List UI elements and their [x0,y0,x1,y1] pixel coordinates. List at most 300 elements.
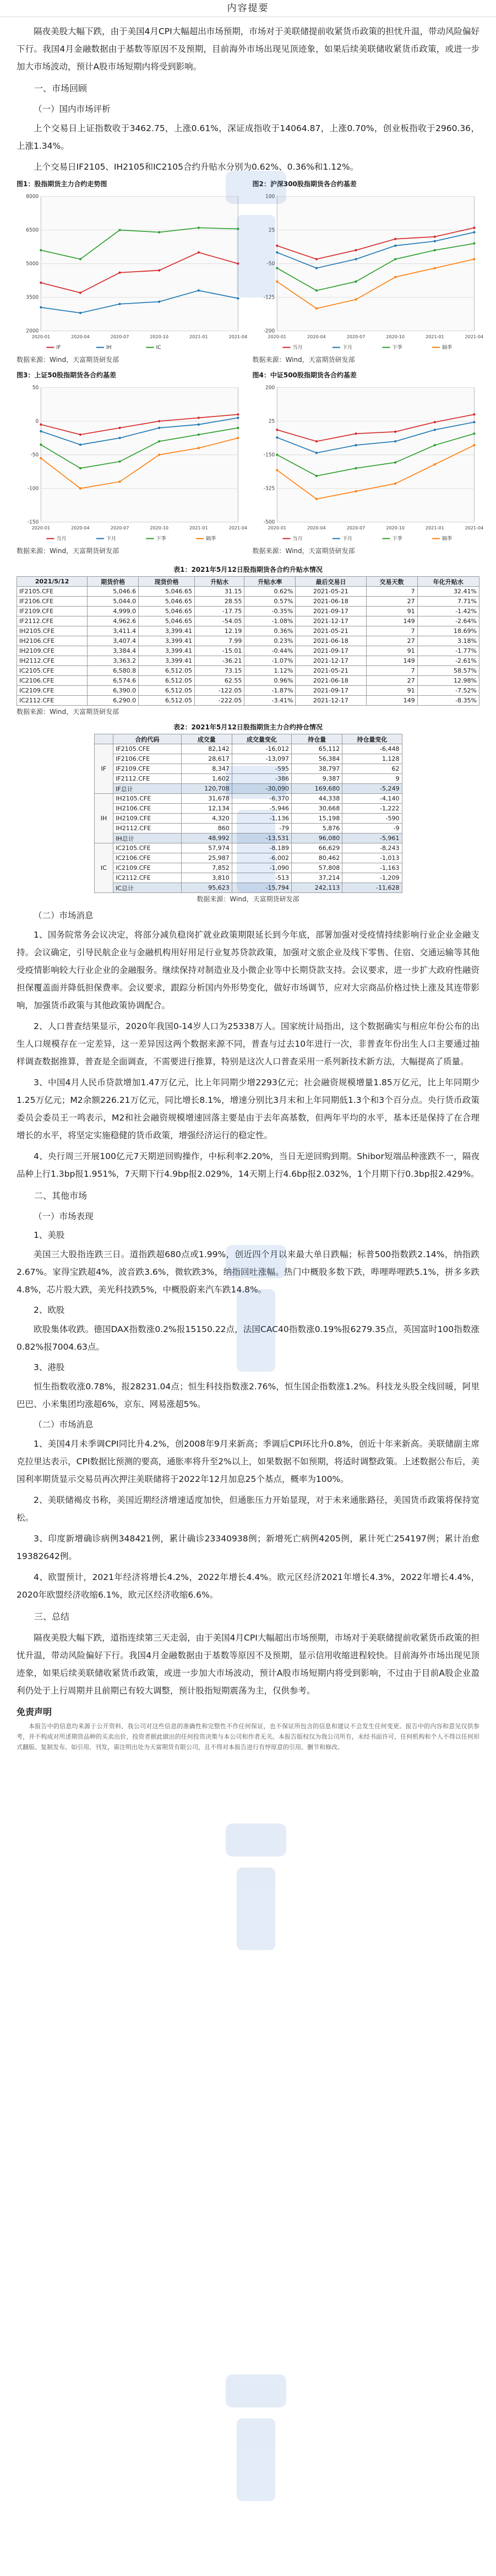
disclaimer-title: 免责声明 [17,1707,52,1717]
group-label-cell: IC [94,843,113,893]
table-cell: -30,090 [232,784,291,794]
table-cell: 2021-05-21 [296,666,366,676]
chart-1 [17,188,248,354]
basis-table [17,576,479,706]
legend-label: IF [56,344,61,351]
table-cell: -11,628 [342,883,402,893]
chart-3 [17,380,248,545]
table-cell: 149 [366,656,417,666]
table-row [94,834,402,843]
table-row [17,666,479,676]
table-cell: 7,852 [181,863,232,873]
data-point [433,421,435,423]
table-cell: 3,363.2 [88,656,139,666]
table-cell: 57,974 [181,843,232,853]
table-cell: -590 [342,814,402,824]
chart-2-svg [253,188,483,354]
table-header-cell: 2021/5/12 [17,577,88,587]
table-cell: -13,531 [232,834,291,843]
section-market-review-title: 一、市场回顾 [34,83,88,94]
y-tick-label: 100 [265,193,275,200]
table-row [94,853,402,863]
table-cell: 3,399.41 [139,656,195,666]
data-point [119,272,121,274]
table-cell: 2021-12-17 [296,616,366,626]
data-point [119,427,121,429]
data-point [79,443,81,446]
table-cell: -1,222 [342,804,402,814]
table-cell: 2021-12-17 [296,696,366,706]
table-cell: -513 [232,873,291,883]
table-cell: 8,347 [181,764,232,774]
chart-1-svg [17,188,248,354]
table-cell: -15.01 [195,646,244,656]
table-cell: -1.87% [244,686,296,696]
table-cell: -5,961 [342,834,402,843]
data-point [433,240,435,242]
table-row [94,774,402,784]
data-point [276,429,278,431]
x-tick-label: 2021-04 [228,333,248,340]
table-cell: 3,399.41 [139,646,195,656]
report-body [0,17,496,1700]
table-cell: IH2109.CFE [17,646,88,656]
table-cell: 27 [366,676,417,686]
table-cell: 7 [366,666,417,676]
table-cell: -5,249 [342,784,402,794]
table-cell: 27 [366,636,417,646]
disclaimer [0,1705,496,1752]
table-row [17,656,479,666]
data-point [473,258,475,260]
table-header-cell: 最后交易日 [296,577,366,587]
data-point [473,444,475,446]
table-cell: 37,214 [292,873,342,883]
table-row [94,873,402,883]
data-point [355,490,357,493]
x-tick-label: 2020-07 [346,333,365,340]
data-point [355,299,357,301]
data-point [198,447,200,449]
table-cell: 6,512.05 [139,676,195,686]
table-row [94,744,402,754]
table-cell: 1,602 [181,774,232,784]
data-point [158,427,160,429]
table-cell: -1.08% [244,616,296,626]
table-row [17,587,479,597]
table-cell: 5,046.65 [139,587,195,597]
data-point [315,498,317,500]
table-cell: -8.35% [417,696,479,706]
table-cell: -6,370 [232,794,291,804]
y-tick-label: -500 [263,519,275,526]
y-tick-label: 2000 [26,328,39,334]
table-cell: 3,384.4 [88,646,139,656]
eu-stocks-title: 2、欧股 [34,1305,65,1315]
data-point [79,291,81,294]
table-row [94,863,402,873]
data-point [394,431,396,433]
table-cell: 2021-06-18 [296,636,366,646]
data-point [40,282,42,284]
data-point [158,440,160,442]
table-cell: 38,797 [292,764,342,774]
table-cell: 31.15 [195,587,244,597]
table-cell: 57,808 [292,863,342,873]
table-cell: 3,407.4 [88,636,139,646]
table-row [17,696,479,706]
chart-2 [253,188,483,354]
table-cell: 3.18% [417,636,479,646]
data-point [40,306,42,309]
table-cell: 1,128 [342,754,402,764]
chart-4-title: 图4：中证500股指期货各合约基差 [252,371,357,379]
data-point [79,434,81,436]
x-tick-label: 2020-10 [385,524,405,531]
table-cell: 48,992 [181,834,232,843]
table-cell: IF2105.CFE [17,587,88,597]
table-cell: -54.05 [195,616,244,626]
table-cell: -4,140 [342,794,402,804]
watermark-logo [220,1818,292,1956]
table-cell: 242,113 [292,883,342,893]
table-row [17,646,479,656]
table-cell: -222.05 [195,696,244,706]
y-tick-label: 8000 [26,193,39,200]
table-row [94,824,402,834]
y-tick-label: 200 [265,385,275,391]
data-point [473,242,475,245]
table-cell: 28.55 [195,597,244,607]
data-point [355,432,357,435]
data-point [276,469,278,471]
x-tick-label: 2020-01 [31,524,51,531]
table-cell: 91 [366,686,417,696]
data-point [198,424,200,426]
data-point [79,258,81,260]
basis-table-body [17,587,479,706]
table-row [94,814,402,824]
table-cell: 0.96% [244,676,296,686]
legend-label: 下季 [392,535,402,542]
x-tick-label: 2021-04 [228,524,248,531]
table-cell: 96,080 [292,834,342,843]
table-cell: 6,512.05 [139,686,195,696]
table-cell: IH2106.CFE [17,636,88,646]
overseas-news-3: 3、印度新增确诊病例348421例，累计确诊23340938例；新增死亡病例4205例，累计死亡254197例；累计治愈19382642例。 [17,1534,479,1561]
table-row [94,754,402,764]
x-tick-label: 2021-04 [465,333,483,340]
table-header-cell: 成交量 [181,734,232,744]
data-point [473,231,475,234]
table-cell: IF2109.CFE [113,764,181,774]
table-header-cell: 升贴水率 [244,577,296,587]
table-cell: 860 [181,824,232,834]
table-cell: 2021-05-21 [296,626,366,636]
table-row [17,626,479,636]
table-cell: -1.42% [417,607,479,616]
table-cell: 91 [366,607,417,616]
y-tick-label: 5000 [26,261,39,267]
table-cell: IC2106.CFE [113,853,181,863]
data-point [473,421,475,423]
table-cell: 12,134 [181,804,232,814]
table-row [17,616,479,626]
table-cell: 6,290.0 [88,696,139,706]
table-header-cell: 持仓量 [292,734,342,744]
data-point [433,236,435,238]
data-point [394,276,396,278]
data-point [315,307,317,310]
basis-review-paragraph: 上个交易日IF2105、IH2105和IC2105合约升贴水分别为0.62%、0.36%和1.12%。 [34,162,359,172]
data-point [394,258,396,260]
table-cell: 2021-09-17 [296,646,366,656]
legend-label: 下月 [342,535,352,542]
x-tick-label: 2021-01 [425,333,444,340]
data-point [158,420,160,422]
table-cell: 12.19 [195,626,244,636]
x-tick-label: 2021-01 [425,524,444,531]
chart-4-cell [252,370,483,559]
chart-1-cell [17,179,248,368]
subsection-market-news-title: （二）市场消息 [34,911,94,921]
legend-label: 下季 [156,535,166,542]
table-cell: 4,999.0 [88,607,139,616]
data-point [355,249,357,251]
table-header-cell: 期货价格 [88,577,139,587]
table-cell: IH2112.CFE [113,824,181,834]
data-point [40,249,42,251]
table-cell: 25,987 [181,853,232,863]
x-tick-label: 2020-10 [385,333,405,340]
legend-label: 下季 [392,344,402,351]
table-cell: -9 [342,824,402,834]
table-cell: 62 [342,764,402,774]
x-tick-label: 2020-04 [307,333,326,340]
table-cell: 15,198 [292,814,342,824]
y-tick-label: -100 [27,485,39,492]
table-row [94,764,402,774]
table-cell: -1.07% [244,656,296,666]
table-cell: 9,387 [292,774,342,784]
chart-4 [253,380,483,545]
news-paragraph-2: 2、人口普查结果显示，2020年我国0-14岁人口为25338万人。国家统计局指出，这个数据确实与相应年份公布的出生人口规模存在一定差异，这一差异因这两个数据来源不同，普查与过去10年进行一次，非普查年份出生人口主要通过抽样调查数据推算，普查是全面调查，不需要进行推算，特别是这次人口普查采用一系列新技术新方法，大幅提高了质量。 [17,1021,479,1067]
data-point [394,245,396,247]
data-point [198,434,200,436]
table-cell: 149 [366,696,417,706]
data-point [276,280,278,283]
x-tick-label: 2020-10 [150,524,168,531]
data-point [315,440,317,442]
table-cell: 2021-05-21 [296,587,366,597]
table-cell: 5,046.65 [139,616,195,626]
data-point [276,245,278,247]
subsection-performance-title: （一）市场表现 [34,1211,94,1221]
data-point [394,238,396,240]
table-cell: -15,794 [232,883,291,893]
chart-4-svg [253,380,483,545]
table-cell: 3,399.41 [139,636,195,646]
table-cell: IF总计 [113,784,181,794]
group-label-cell: IF [94,744,113,794]
table-cell: 66,629 [292,843,342,853]
table-cell: 169,680 [292,784,342,794]
legend-label: 下月 [106,535,117,542]
table-cell: IC总计 [113,883,181,893]
table-cell: 0.23% [244,636,296,646]
table-cell: 6,512.05 [139,696,195,706]
data-point [119,437,121,439]
table-row [17,686,479,696]
data-point [40,457,42,459]
table-cell: 73.15 [195,666,244,676]
table-cell: 18.69% [417,626,479,636]
data-point [355,444,357,446]
data-point [433,444,435,446]
eu-stocks-paragraph: 欧股集体收跌。德国DAX指数涨0.2%报15150.22点，法国CAC40指数涨0.19%报6279.35点，英国富时100指数涨0.82%报7004.63点。 [17,1324,479,1352]
data-point [394,461,396,463]
x-tick-label: 2020-07 [346,524,365,531]
table-cell: 7 [366,626,417,636]
table-cell: 149 [366,616,417,626]
x-tick-label: 2021-01 [189,333,208,340]
table-cell: 82,142 [181,744,232,754]
table-cell: -8,243 [342,843,402,853]
chart-2-cell [252,179,483,368]
table-cell: IC2105.CFE [113,843,181,853]
table-cell: -13,097 [232,754,291,764]
news-paragraph-3: 3、中国4月人民币贷款增加1.47万亿元，比上年同期少增2293亿元；社会融资规模增量1.85万亿元，比上年同期少1.25万亿元；M2余额226.21万亿元，同比增长8.1%，增速分别比3月末和上年同期低1.3个和3个百分点。央行货币政策委员会委员王一鸣表示，M2和社会融资规模增速回落主要是由于去年高基数，但两年平均的水平，基本还是保持了在合理增长的水平，将坚定实施稳健的货币政策，增强经济运行的稳定性。 [17,1078,479,1140]
table-cell: IF2112.CFE [17,616,88,626]
legend-label: 隔季 [206,535,216,542]
table-cell: -36.21 [195,656,244,666]
y-tick-label: -325 [263,485,275,492]
data-point [433,429,435,431]
subsection-overseas-news-title: （二）市场消息 [34,1420,94,1430]
table-cell: 5,876 [292,824,342,834]
intro-paragraph: 隔夜美股大幅下跌，由于美国4月CPI大幅超出市场预期，市场对于美联储提前收紧货币政策的担忧升温，带动风险偏好下行。我国4月金融数据由于基数等原因不及预期，目前海外市场出现见顶迹象，如果后续美联储收紧货币政策，或进一步加大市场波动，预计A股市场短期内将受到影响。 [17,26,479,72]
data-point [237,437,239,439]
data-point [355,467,357,469]
data-point [473,413,475,415]
data-point [315,289,317,291]
data-point [315,452,317,454]
x-tick-label: 2020-01 [267,524,286,531]
data-point [158,301,160,303]
table-cell: 9 [342,774,402,784]
table-cell: -1.77% [417,646,479,656]
table-cell: IF2109.CFE [17,607,88,616]
table-cell: 65,112 [292,744,342,754]
position-table [94,734,402,893]
table-cell: -2.64% [417,616,479,626]
position-table-header [94,734,402,744]
data-point [276,251,278,253]
data-point [473,226,475,229]
data-point [198,226,200,229]
data-point [158,453,160,456]
data-point [40,430,42,432]
legend-label: 下月 [342,344,352,351]
data-point [119,461,121,463]
table-cell: 62.55 [195,676,244,686]
table-cell: 0.57% [244,597,296,607]
y-tick-label: -125 [263,294,275,301]
table-cell: -1,136 [232,814,291,824]
table-cell: -1,090 [232,863,291,873]
table-1-source: 数据来源：Wind，天富期货研发部 [17,708,119,716]
chart-3-svg [17,380,248,545]
hk-stocks-paragraph: 恒生指数收涨0.78%，报28231.04点；恒生科技指数涨2.76%，恒生国企指数涨1.2%。科技龙头股全线回暖，阿里巴巴、小米集团均涨超6%，京东、网易涨超5%。 [17,1382,479,1409]
data-point [473,432,475,435]
table-cell: 32.41% [417,587,479,597]
x-tick-label: 2021-04 [465,524,483,531]
table-cell: 2021-09-17 [296,607,366,616]
chart-3-source: 数据来源：Wind，天富期货研发部 [17,547,119,555]
index-review-paragraph: 上个交易日上证指数收于3462.75，上涨0.61%，深证成指收于14064.87，上涨0.70%，创业板指收于2960.36，上涨1.34%。 [17,123,479,151]
table-row [94,794,402,804]
table-cell: 95,623 [181,883,232,893]
data-point [79,467,81,469]
table-cell: 44,338 [292,794,342,804]
table-cell: 5,046.65 [139,607,195,616]
data-point [119,480,121,483]
table-cell: 3,399.41 [139,626,195,636]
table-2-source: 数据来源：Wind，天富期货研发部 [197,895,299,903]
table-cell: 2021-06-18 [296,676,366,686]
table-row [17,676,479,686]
table-cell: IH总计 [113,834,181,843]
table-cell: IC2112.CFE [113,873,181,883]
table-cell: IC2112.CFE [17,696,88,706]
x-tick-label: 2020-07 [110,333,129,340]
overseas-news-1: 1、美国4月未季调CPI同比升4.2%，创2008年9月来新高；季调后CPI环比升0.8%，创近十年来新高。美联储副主席克拉里达表示，CPI数据比预测的要高，通胀率将升至2%以上，如果数据不如预期，将适时调整政策。上述数据公布后，美国利率期货显示交易员再次押注美联储将于2022年12月加息25个基点，概率为100%。 [17,1439,479,1484]
disclaimer-text: 本报告中的信息均来源于公开资料，我公司对这些信息的准确性和完整性不作任何保证，也不保证所包含的信息和建议不会发生任何变更。报告中的内容和意见仅供参考，并不构成对所述期货品种的买卖出价，投资者据此做出的任何投资决策与本公司和作者无关。本报告版权仅为我公司所有，未经书面许可，任何机构和个人不得以任何形式翻版、复制发布。如引用、刊发，需注明出处为天富期货有限公司，且不得对本报告进行有悖原意的引用、删节和修改。 [17,1723,479,1751]
x-tick-label: 2020-07 [110,524,129,531]
chart-1-title: 图1：股指期货主力合约走势图 [17,180,107,188]
watermark-logo [220,2369,292,2507]
subsection-domestic-title: （一）国内市场评析 [34,104,111,114]
table-cell: 0.36% [244,626,296,636]
table-row [17,597,479,607]
chart-3-title: 图3：上证50股指期货各合约基差 [17,371,117,379]
legend-label: IC [156,344,161,351]
table-cell: 6,512.05 [139,666,195,676]
table-row [94,804,402,814]
table-cell: IH2106.CFE [113,804,181,814]
table-header-cell: 年化升贴水 [417,577,479,587]
table-cell: -5,946 [232,804,291,814]
table-header-cell: 持仓量变化 [342,734,402,744]
legend-label: 隔季 [442,535,452,542]
table-cell: 6,580.8 [88,666,139,676]
table-cell: 91 [366,646,417,656]
table-cell: -122.05 [195,686,244,696]
data-point [237,427,239,429]
x-tick-label: 2021-01 [189,524,208,531]
table-cell: -17.75 [195,607,244,616]
table-cell: 120,708 [181,784,232,794]
data-point [433,463,435,466]
table-cell: 7 [366,587,417,597]
table-cell: 6,574.6 [88,676,139,686]
table-row [17,636,479,646]
data-point [79,312,81,314]
section-summary-title: 三、总结 [34,1611,70,1622]
x-tick-label: 2020-01 [267,333,286,340]
table-cell: 4,320 [181,814,232,824]
overseas-news-2: 2、美联储褐皮书称，美国近期经济增速适度加快，但通胀压力开始显现，对于未来通胀路径，美国货币政策将保持宽松。 [17,1495,479,1523]
